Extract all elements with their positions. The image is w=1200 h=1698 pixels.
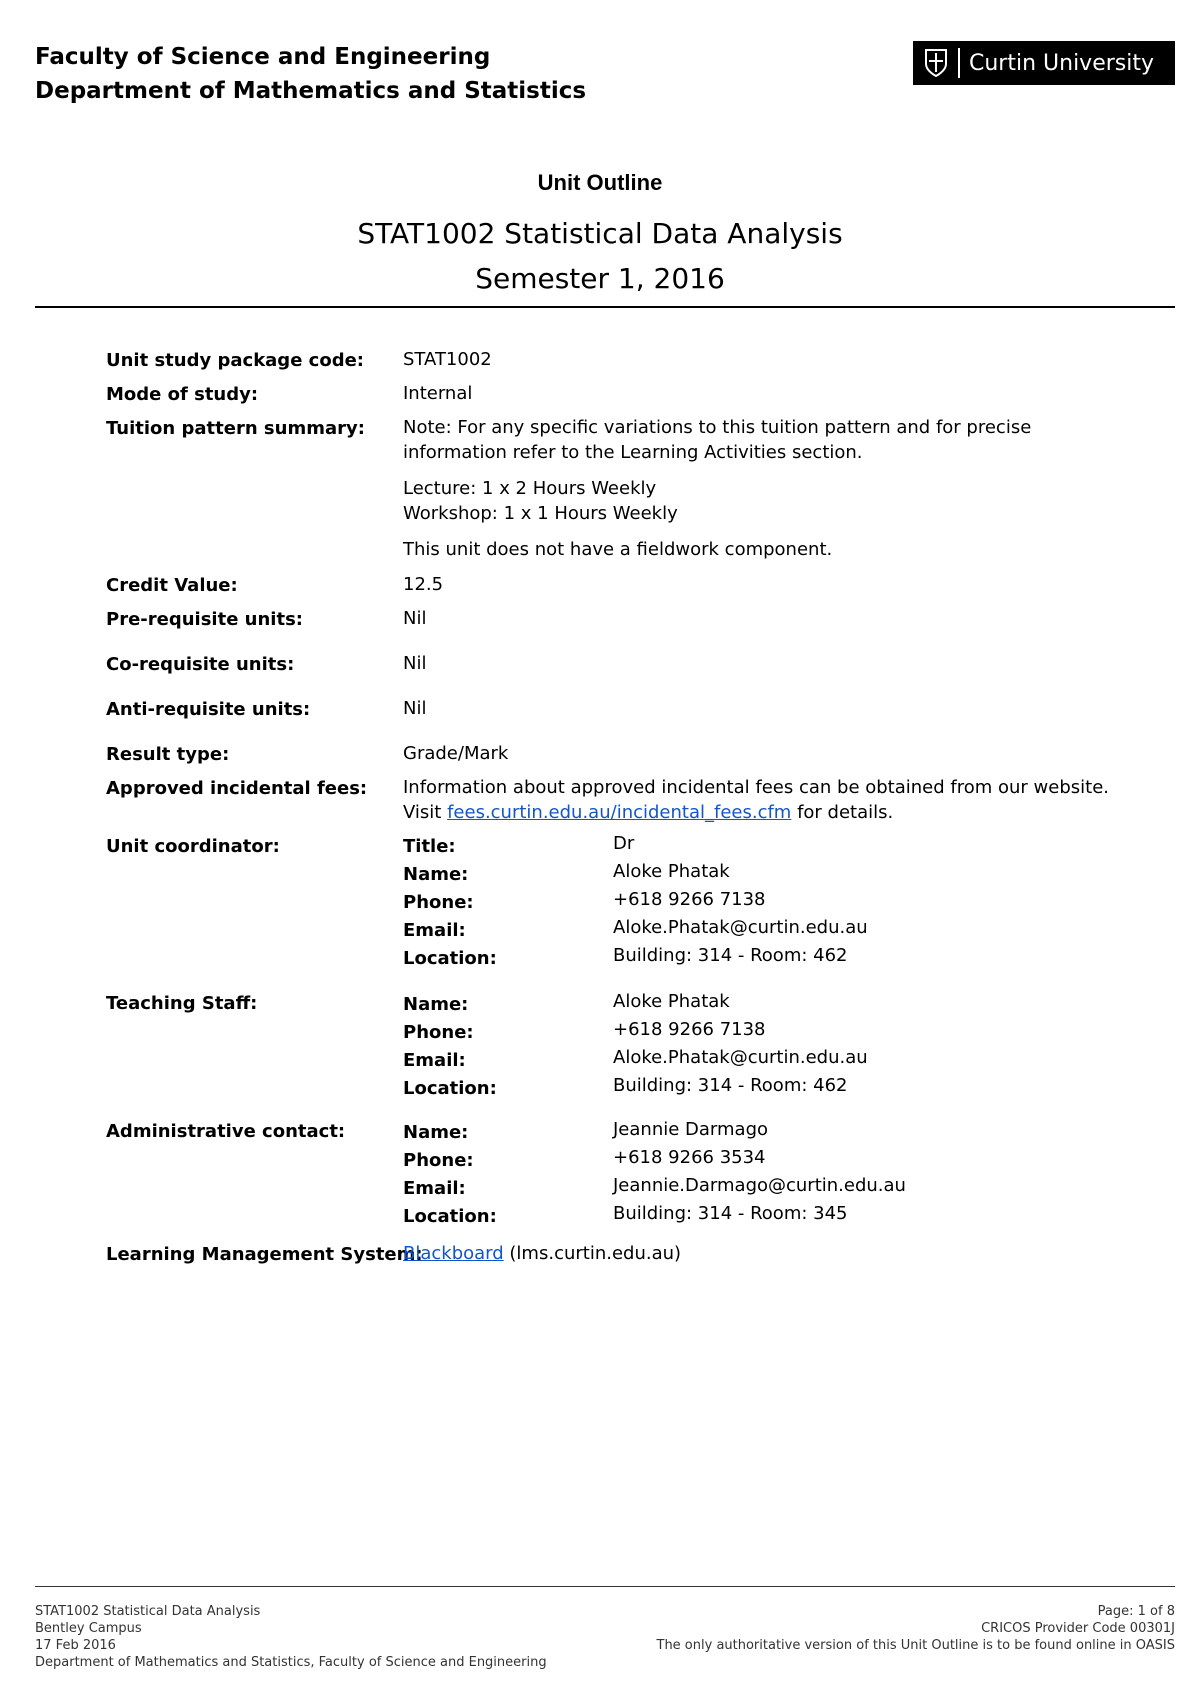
workshop-pattern: Workshop: 1 x 1 Hours Weekly [403, 503, 678, 524]
footer-divider [35, 1586, 1175, 1587]
incidental-fees-link[interactable]: fees.curtin.edu.au/incidental_fees.cfm [447, 802, 792, 823]
teaching-location-key: Location: [403, 1078, 497, 1099]
teaching-name-key: Name: [403, 994, 469, 1015]
teaching-phone-key: Phone: [403, 1022, 474, 1043]
fees-info: Information about approved incidental fees can be obtained from our website. [403, 777, 1109, 798]
department-heading: Department of Mathematics and Statistics [35, 78, 587, 104]
unit-outline-heading: Unit Outline [537, 170, 663, 195]
lms-label: Learning Management System: [106, 1244, 423, 1265]
fees-visit-line [403, 800, 893, 825]
footer-date: 17 Feb 2016 [35, 1638, 116, 1653]
teaching-email: Aloke.Phatak@curtin.edu.au [613, 1047, 868, 1068]
lecture-pattern: Lecture: 1 x 2 Hours Weekly [403, 478, 657, 499]
fees-visit-text: Visit [403, 802, 448, 823]
coreq-value: Nil [403, 653, 427, 674]
footer-page-number: Page: 1 of 8 [1097, 1604, 1175, 1619]
admin-phone: +618 9266 3534 [613, 1147, 766, 1168]
coordinator-email: Aloke.Phatak@curtin.edu.au [613, 917, 868, 938]
admin-contact-label: Administrative contact: [106, 1121, 346, 1142]
blackboard-link[interactable]: Blackboard [403, 1243, 504, 1264]
footer-cricos: CRICOS Provider Code 00301J [981, 1621, 1175, 1636]
tuition-label: Tuition pattern summary: [106, 418, 365, 439]
lms-url-text: (lms.curtin.edu.au) [503, 1243, 682, 1264]
teaching-phone: +618 9266 7138 [613, 1019, 766, 1040]
faculty-heading: Faculty of Science and Engineering [35, 44, 491, 70]
package-code-value: STAT1002 [403, 349, 492, 370]
coreq-label: Co-requisite units: [106, 654, 295, 675]
lms-value [403, 1241, 681, 1266]
coordinator-label: Unit coordinator: [106, 836, 280, 857]
footer-department: Department of Mathematics and Statistics, Faculty of Science and Engineering [35, 1655, 547, 1670]
coordinator-phone: +618 9266 7138 [613, 889, 766, 910]
result-type-value: Grade/Mark [403, 743, 509, 764]
admin-email: Jeannie.Darmago@curtin.edu.au [613, 1175, 906, 1196]
coordinator-title: Dr [613, 833, 635, 854]
teaching-email-key: Email: [403, 1050, 466, 1071]
coordinator-title-key: Title: [403, 836, 456, 857]
prereq-value: Nil [403, 608, 427, 629]
logo-text: Curtin University [969, 50, 1155, 76]
fieldwork-note: This unit does not have a fieldwork component. [403, 539, 833, 560]
tuition-note-line1: Note: For any specific variations to this tuition pattern and for precise [403, 417, 1032, 438]
coordinator-phone-key: Phone: [403, 892, 474, 913]
unit-title: STAT1002 Statistical Data Analysis [357, 217, 843, 250]
crest-icon [923, 48, 949, 78]
fees-label: Approved incidental fees: [106, 778, 368, 799]
credit-label: Credit Value: [106, 575, 238, 596]
coordinator-location-key: Location: [403, 948, 497, 969]
admin-email-key: Email: [403, 1178, 466, 1199]
teaching-location: Building: 314 - Room: 462 [613, 1075, 848, 1096]
antireq-label: Anti-requisite units: [106, 699, 311, 720]
coordinator-location: Building: 314 - Room: 462 [613, 945, 848, 966]
tuition-note-line2: information refer to the Learning Activities section. [403, 442, 863, 463]
fees-details-text: for details. [791, 802, 894, 823]
coordinator-name-key: Name: [403, 864, 469, 885]
title-divider [35, 306, 1175, 308]
admin-name-key: Name: [403, 1122, 469, 1143]
semester-title: Semester 1, 2016 [475, 262, 725, 295]
admin-name: Jeannie Darmago [613, 1119, 769, 1140]
admin-phone-key: Phone: [403, 1150, 474, 1171]
result-type-label: Result type: [106, 744, 230, 765]
logo-divider [958, 48, 960, 78]
admin-location-key: Location: [403, 1206, 497, 1227]
mode-label: Mode of study: [106, 384, 259, 405]
admin-location: Building: 314 - Room: 345 [613, 1203, 848, 1224]
teaching-name: Aloke Phatak [613, 991, 730, 1012]
teaching-staff-label: Teaching Staff: [106, 993, 258, 1014]
package-code-label: Unit study package code: [106, 350, 364, 371]
footer-authoritative-note: The only authoritative version of this Unit Outline is to be found online in OASIS [656, 1638, 1175, 1653]
coordinator-name: Aloke Phatak [613, 861, 730, 882]
curtin-logo [913, 41, 1175, 85]
footer-campus: Bentley Campus [35, 1621, 142, 1636]
antireq-value: Nil [403, 698, 427, 719]
mode-value: Internal [403, 383, 473, 404]
footer-unit: STAT1002 Statistical Data Analysis [35, 1604, 261, 1619]
credit-value: 12.5 [403, 574, 444, 595]
prereq-label: Pre-requisite units: [106, 609, 303, 630]
coordinator-email-key: Email: [403, 920, 466, 941]
